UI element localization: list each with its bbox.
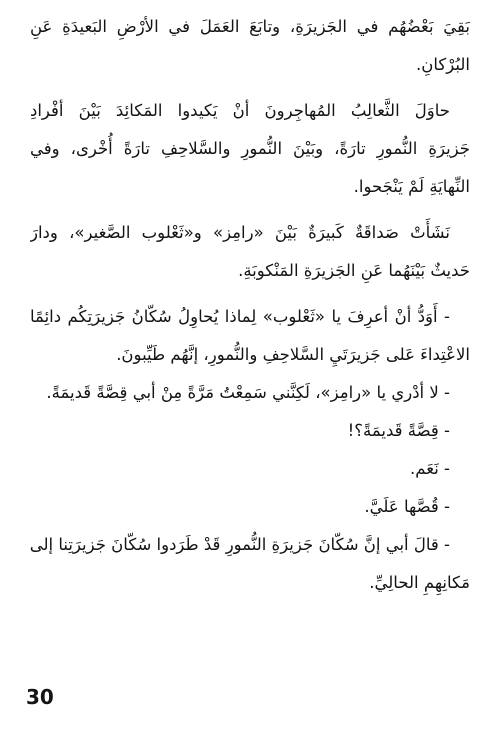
- paragraph-8-line-1: - قُصَّها عَلَيَّ.: [364, 497, 450, 516]
- paragraph-2-line-2: جَزيرَةِ النُّمورِ تارَةً، وبَيْنَ النُّمورِ والسَّلاحِفِ تارَةً أُخْرى، وفي: [30, 139, 470, 158]
- paragraph-7-line-1: - نَعَم.: [410, 459, 450, 478]
- paragraph-4-line-2: الاعْتِداءَ عَلى جَزيرَتَيِ السَّلاحِفِ والنُّمورِ، إنَّهُم طَيِّبونَ.: [116, 345, 470, 364]
- story-text: [30, 8, 470, 602]
- paragraph-1-line-2: البُرْكانِ.: [416, 55, 470, 74]
- page-number: 30: [26, 685, 54, 709]
- paragraph-4-line-1: - أَوَدُّ أنْ أعرِفَ يا «ثَعْلوب» لِماذا يُحاوِلُ سُكّانُ جَزيرَتِكُم دائِمًا: [30, 307, 450, 326]
- paragraph-5-line-1: - لا أدْري يا «رامِز»، لَكِنَّني سَمِعْتُ مَرَّةً مِنْ أبي قِصَّةً قَديمَةً.: [46, 383, 450, 402]
- paragraph-9-line-2: مَكانِهِمِ الحالِيِّ.: [369, 573, 470, 592]
- paragraph-9-line-1: - قالَ أبي إنَّ سُكّانَ جَزيرَةِ النُّمورِ قَدْ طَرَدوا سُكّانَ جَزيرَتِنا إلى: [30, 535, 450, 554]
- paragraph-2-line-3: النِّهايَةِ لَمْ يَنْجَحوا.: [353, 177, 470, 196]
- paragraph-2-line-1: حاوَلَ الثَّعالِبُ المُهاجِرونَ أنْ يَكيدوا المَكائِدَ بَيْنَ أفْرادِ: [30, 101, 450, 120]
- paragraph-1-line-1: بَقِيَ بَعْضُهُم في الجَزيرَةِ، وتابَعَ العَمَلَ في الأرْضِ البَعيدَةِ عَنِ: [30, 17, 470, 36]
- paragraph-6-line-1: - قِصَّةً قَديمَةً؟!: [347, 421, 450, 440]
- paragraph-3-line-2: حَديثٌ بَيْنَهُما عَنِ الجَزيرَةِ المَنْكوبَةِ.: [238, 261, 470, 280]
- paragraph-3-line-1: نَشَأَتْ صَداقَةٌ كَبيرَةٌ بَيْنَ «رامِز» و«ثَعْلوب الصَّغير»، ودارَ: [30, 223, 450, 242]
